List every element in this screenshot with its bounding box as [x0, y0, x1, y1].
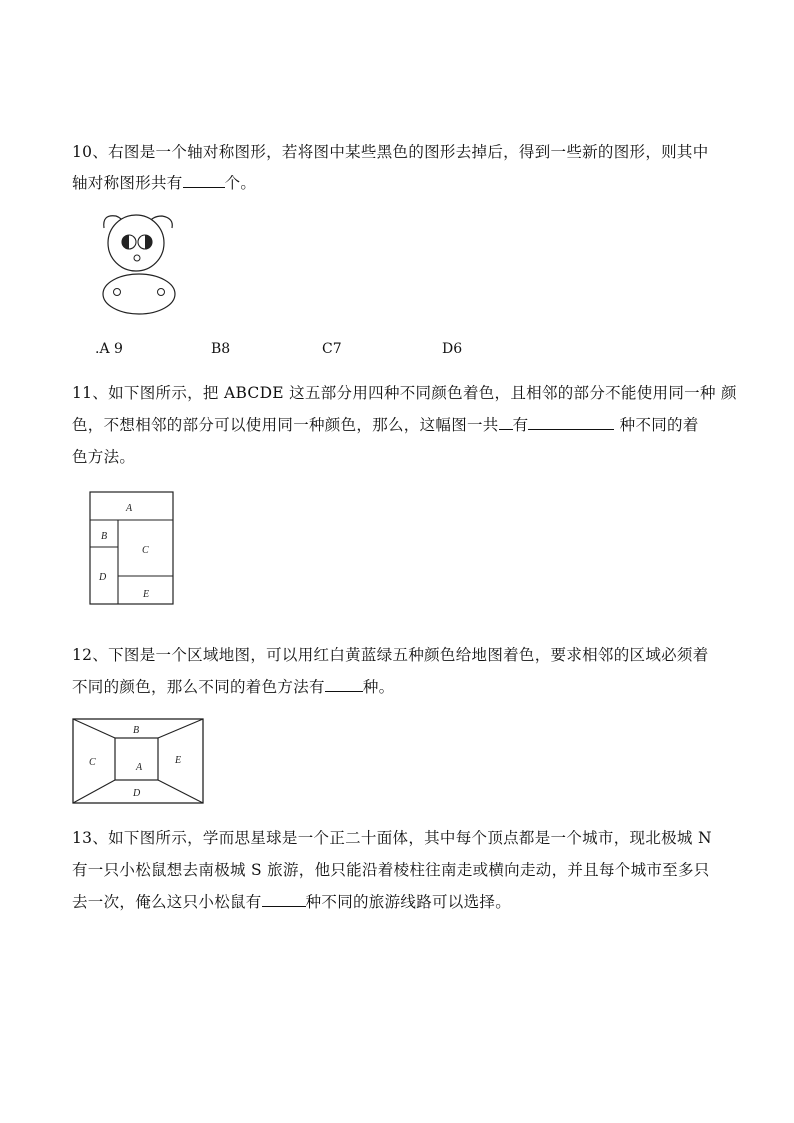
q12-label-d: D — [133, 788, 141, 799]
q13-answer-blank[interactable] — [262, 892, 306, 907]
q12-label-e: E — [175, 755, 182, 766]
q11-label-b: B — [101, 531, 108, 542]
pig-face-figure — [96, 210, 186, 325]
q10-line-2 — [72, 173, 732, 193]
q12-line-2-post: 种。 — [362, 678, 395, 696]
q10-option-d[interactable]: D6 — [442, 341, 463, 357]
q12-label-b: B — [133, 725, 140, 736]
q12-label-a: A — [136, 762, 143, 773]
q13-line-3-post: 种不同的旅游线路可以选择。 — [305, 893, 512, 911]
q10-option-a[interactable]: .A 9 — [95, 341, 123, 357]
q10-line-2-post: 个。 — [224, 174, 257, 192]
q12-line-1: 12、下图是一个区域地图，可以用红白黄蓝绿五种颜色给地图着色，要求相邻的区域必须着 — [72, 646, 709, 664]
q10-answer-blank[interactable] — [183, 173, 225, 188]
q13-line-3-pre: 去一次，俺么这只小松鼠有 — [72, 893, 262, 911]
q13-line-2: 有一只小松鼠想去南极城 S 旅游，他只能沿着棱柱往南走或横向走动，并且每个城市至多只 — [72, 861, 710, 879]
q11-small-blank — [499, 415, 513, 430]
q11-label-d: D — [99, 572, 107, 583]
q11-line-3: 色方法。 — [72, 448, 136, 466]
left-nostril-icon — [114, 289, 121, 296]
q12-line-2 — [72, 677, 732, 697]
q11-label-e: E — [143, 589, 150, 600]
q11-region-diagram — [88, 490, 178, 610]
q11-line-2-post: 种不同的着 — [614, 416, 699, 434]
q13-line-1: 13、如下图所示，学而思星球是一个正二十面体，其中每个顶点都是一个城市，现北极城 N — [72, 829, 712, 847]
q11-line-2 — [72, 415, 732, 435]
q10-line-1: 10、右图是一个轴对称图形，若将图中某些黑色的图形去掉后，得到一些新的图形，则其中 — [72, 143, 709, 161]
q12-label-c: C — [89, 757, 96, 768]
q11-answer-blank[interactable] — [528, 415, 614, 430]
q11-label-a: A — [126, 503, 133, 514]
q11-label-c: C — [142, 545, 149, 556]
q10-line-2-pre: 轴对称图形共有 — [72, 174, 183, 192]
q11-line-1: 11、如下图所示，把 ABCDE 这五部分用四种不同颜色着色，且相邻的部分不能使用同一种 颜 — [72, 384, 737, 402]
q12-region-map — [72, 718, 212, 808]
q12-line-2-pre: 不同的颜色，那么不同的着色方法有 — [72, 678, 325, 696]
nose-dot-icon — [134, 255, 140, 261]
right-nostril-icon — [158, 289, 165, 296]
q10-option-b[interactable]: B8 — [211, 341, 231, 357]
q13-line-3 — [72, 892, 732, 912]
q11-line-2-pre: 色，不想相邻的部分可以使用同一种颜色，那么，这幅图一共 — [72, 416, 499, 434]
q11-line-2-mid: 有 — [512, 416, 529, 434]
q12-answer-blank[interactable] — [325, 677, 363, 692]
q10-option-c[interactable]: C7 — [322, 341, 342, 357]
